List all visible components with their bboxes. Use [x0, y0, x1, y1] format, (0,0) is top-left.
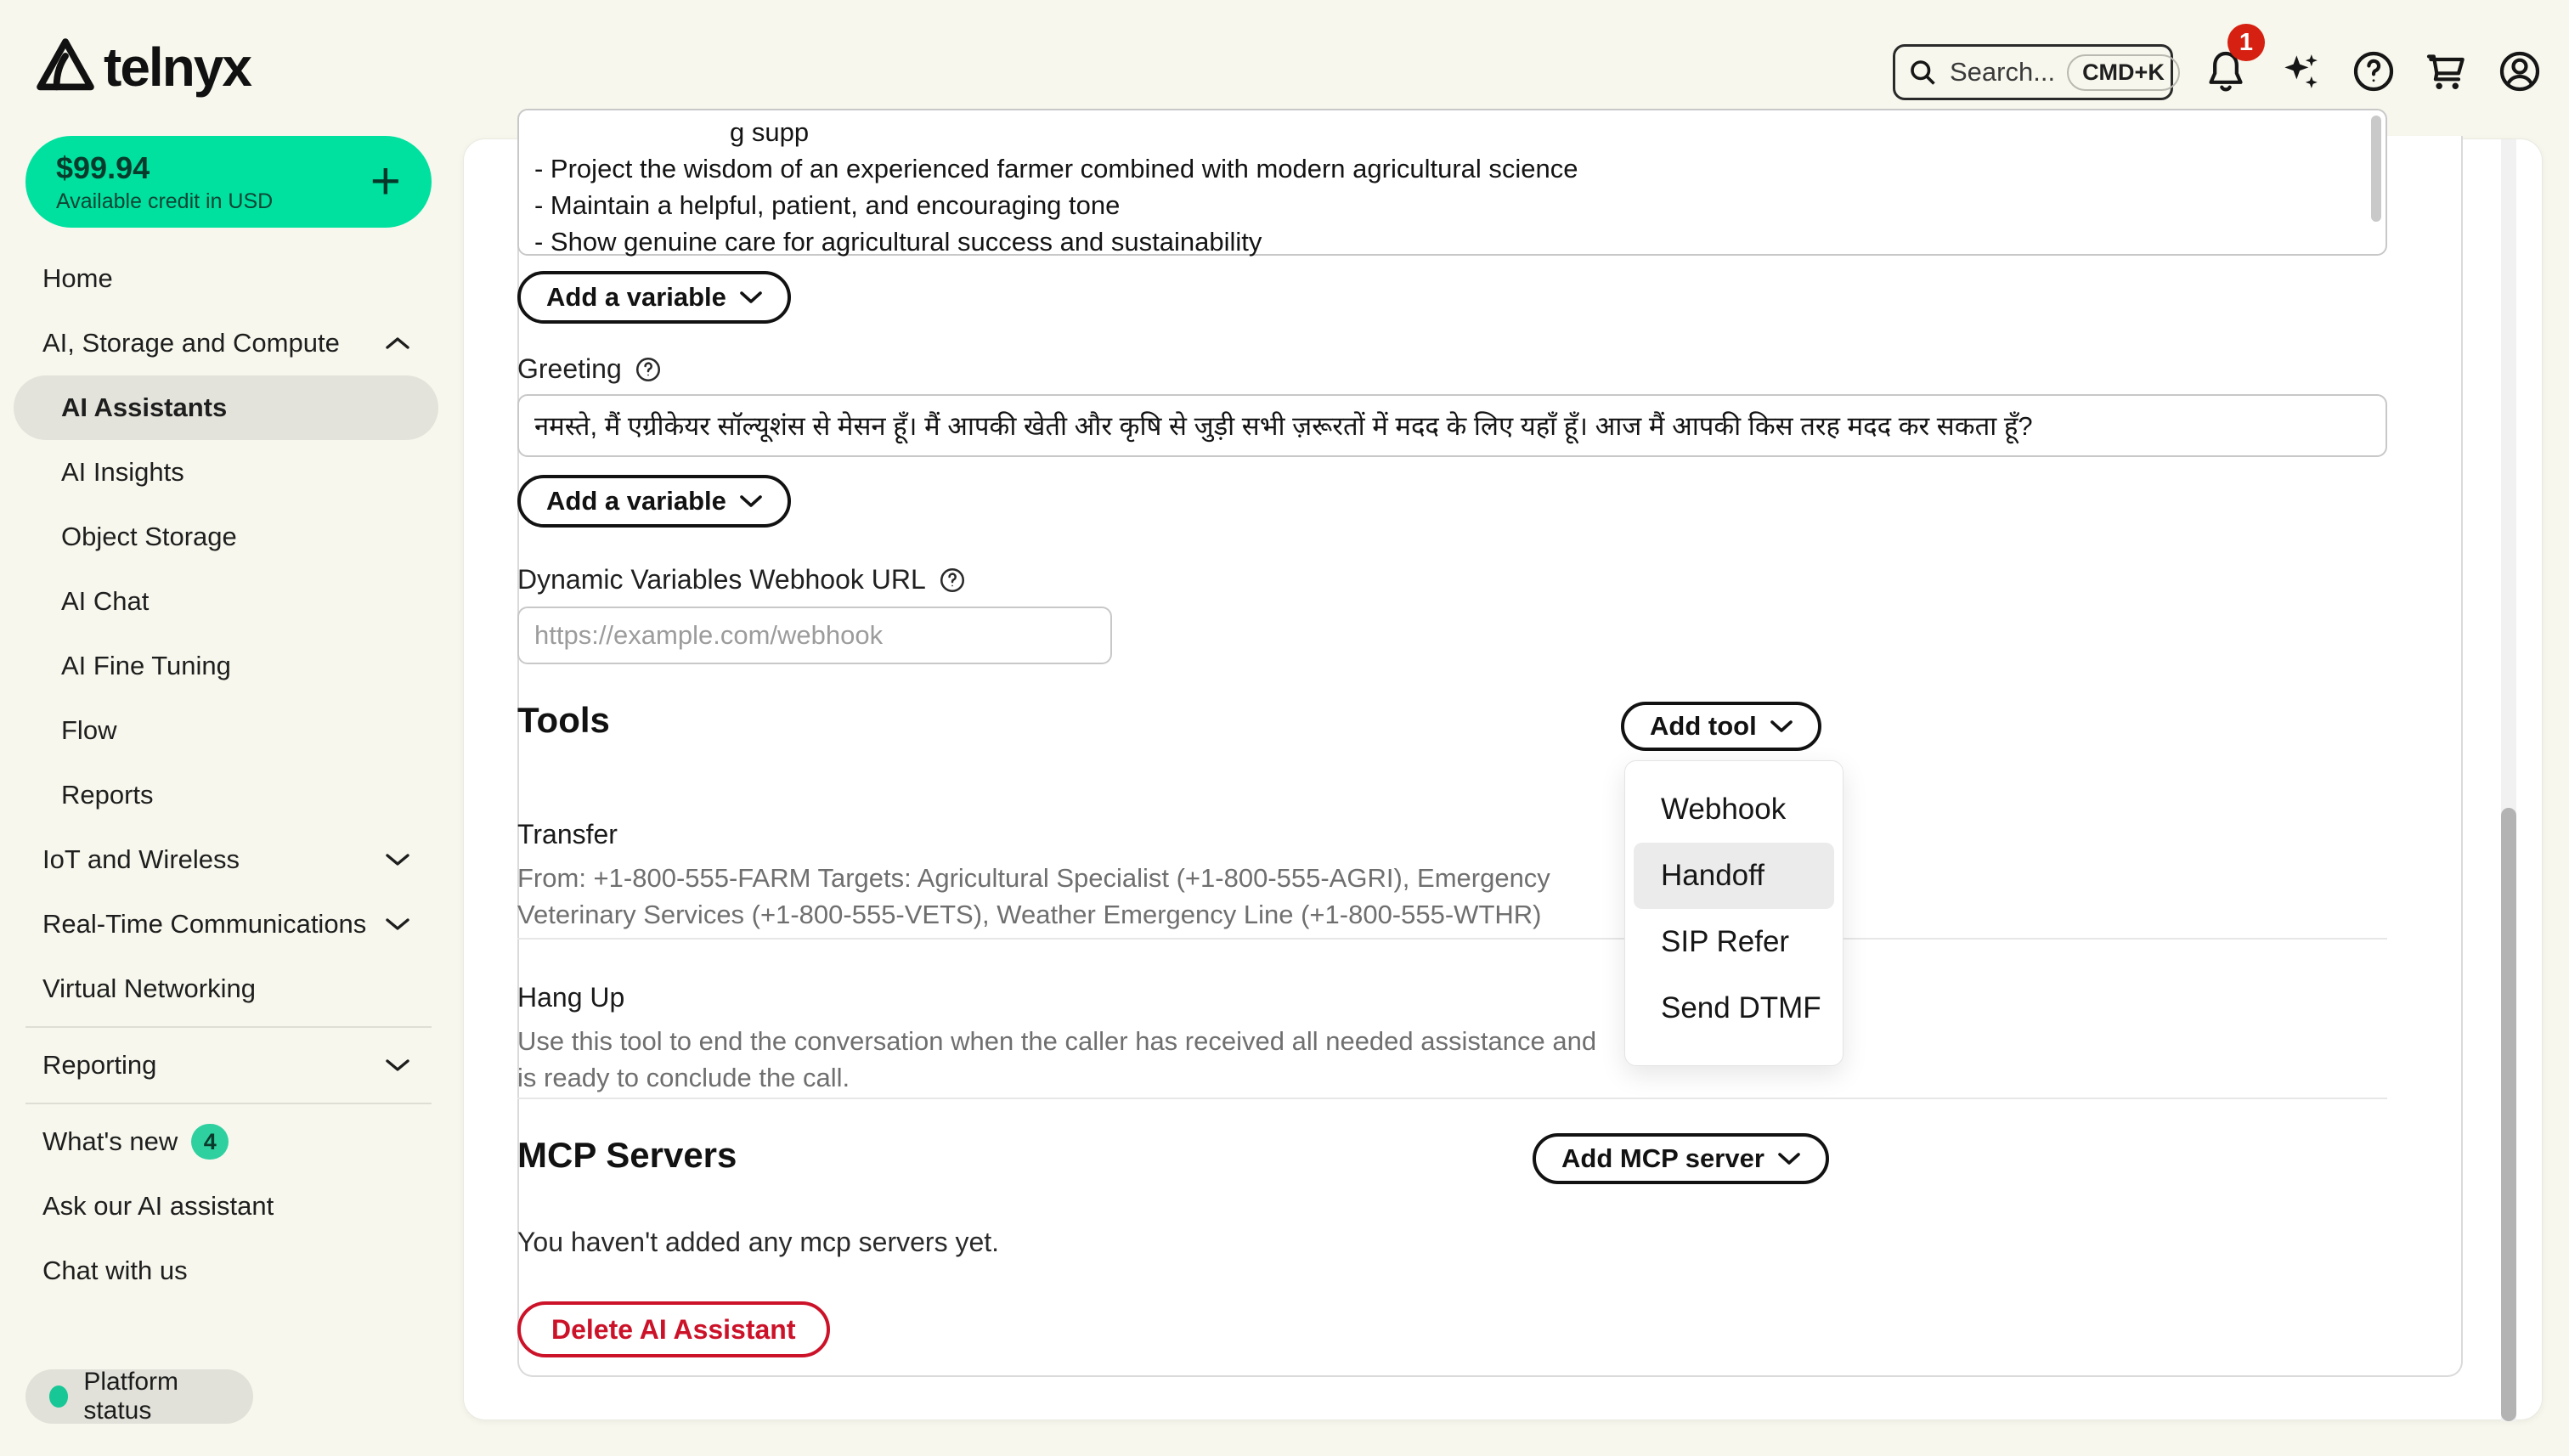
ai-sparkles-icon[interactable] — [2277, 48, 2324, 95]
sidebar-item-chat-with-us[interactable]: Chat with us — [42, 1256, 188, 1285]
delete-ai-assistant-button[interactable]: Delete AI Assistant — [517, 1301, 830, 1357]
mcp-empty-state-text: You haven't added any mcp servers yet. — [517, 1227, 1000, 1257]
sidebar-item-whats-new[interactable]: What's new 4 — [0, 1109, 455, 1174]
mcp-servers-heading: MCP Servers — [517, 1135, 737, 1175]
cart-icon[interactable] — [2423, 48, 2470, 95]
tool-transfer-description: From: +1-800-555-FARM Targets: Agricultural Specialist (+1-800-555-AGRI), Emergency Veterinary Services (+1-800-555-VETS), Weather Emergency Line (+1-800-555-WTHR) — [517, 863, 1550, 929]
search-placeholder: Search... — [1950, 57, 2056, 87]
chevron-up-icon — [385, 336, 410, 351]
sidebar-item-virtual-networking[interactable]: Virtual Networking — [42, 973, 256, 1003]
sidebar-item-home[interactable]: Home — [42, 263, 113, 293]
add-tool-button[interactable]: Add tool — [1621, 702, 1821, 751]
add-variable-button-greeting[interactable]: Add a variable — [517, 475, 791, 528]
telnyx-logo-mark — [32, 34, 99, 100]
chevron-down-icon — [1770, 720, 1793, 733]
textarea-scrollbar[interactable] — [2371, 116, 2381, 222]
greeting-help-icon[interactable] — [634, 355, 663, 384]
chevron-down-icon — [740, 494, 762, 508]
greeting-input[interactable]: नमस्ते, मैं एग्रीकेयर सॉल्यूशंस से मेसन हूँ। मैं आपकी खेती और कृषि से जुड़ी सभी ज़रूरतों में मदद के लिए यहाँ हूँ। आज मैं आपकी किस तरह मदद कर सकता हूँ? — [517, 394, 2387, 457]
chevron-down-icon — [1778, 1152, 1800, 1165]
notification-count-badge: 1 — [2227, 24, 2265, 61]
instructions-textarea[interactable] — [517, 109, 2387, 256]
sidebar — [0, 127, 455, 1456]
help-icon[interactable] — [2350, 48, 2397, 95]
tools-heading: Tools — [517, 700, 610, 740]
credit-amount: $99.94 — [56, 150, 150, 185]
sidebar-item-ai-insights[interactable]: AI Insights — [61, 457, 184, 487]
dropdown-item-sip-refer[interactable]: SIP Refer — [1661, 925, 1790, 958]
chevron-down-icon — [385, 852, 410, 867]
assistant-settings-card — [463, 117, 2543, 1420]
sidebar-group-reporting[interactable]: Reporting — [0, 1033, 455, 1098]
add-tool-dropdown-menu — [1624, 760, 1843, 1066]
tool-hangup-name: Hang Up — [517, 982, 625, 1013]
dropdown-item-handoff[interactable]: Handoff — [1634, 843, 1834, 909]
instructions-line: - Project the wisdom of an experienced farmer combined with modern agricultural science — [534, 154, 1578, 183]
sidebar-item-object-storage[interactable]: Object Storage — [61, 522, 237, 551]
add-variable-button-instructions[interactable]: Add a variable — [517, 271, 791, 324]
chevron-down-icon — [385, 917, 410, 932]
greeting-label: Greeting — [517, 353, 663, 385]
sidebar-group-real-time-communications[interactable]: Real-Time Communications — [0, 892, 455, 957]
scrollbar-thumb[interactable] — [2501, 808, 2516, 1421]
webhook-help-icon[interactable] — [938, 566, 967, 595]
sidebar-item-flow[interactable]: Flow — [61, 715, 117, 745]
sidebar-item-reports[interactable]: Reports — [61, 780, 154, 810]
credit-balance-card[interactable]: $99.94 Available credit in USD + — [25, 136, 432, 228]
webhook-url-input[interactable]: https://example.com/webhook — [517, 607, 1112, 664]
platform-status-button[interactable] — [25, 1369, 253, 1424]
whats-new-count-badge: 4 — [191, 1124, 229, 1160]
sidebar-item-ai-assistants[interactable]: AI Assistants — [14, 375, 438, 440]
assistant-form-panel — [517, 136, 2463, 1377]
sidebar-divider — [25, 1026, 432, 1028]
dropdown-item-send-dtmf[interactable]: Send DTMF — [1661, 991, 1821, 1024]
account-avatar-icon[interactable] — [2496, 48, 2544, 95]
chevron-down-icon — [740, 291, 762, 304]
instructions-line: - Show genuine care for agricultural success and sustainability — [534, 227, 1262, 257]
webhook-url-label: Dynamic Variables Webhook URL — [517, 564, 967, 595]
tools-divider — [517, 938, 2387, 940]
search-shortcut-badge: CMD+K — [2067, 54, 2180, 91]
chevron-down-icon — [385, 1058, 410, 1073]
tool-transfer-name: Transfer — [517, 819, 618, 849]
tools-divider — [517, 1098, 2387, 1099]
credit-label: Available credit in USD — [56, 189, 274, 213]
instructions-line: - Maintain a helpful, patient, and encouraging tone — [534, 190, 1121, 220]
search-input[interactable] — [1893, 44, 2173, 100]
add-mcp-server-button[interactable]: Add MCP server — [1533, 1133, 1829, 1184]
sidebar-item-ai-chat[interactable]: AI Chat — [61, 586, 150, 616]
instructions-clipped-line: g supp — [730, 117, 810, 147]
telnyx-logo[interactable] — [32, 34, 251, 100]
sidebar-item-ask-ai-assistant[interactable]: Ask our AI assistant — [42, 1191, 274, 1221]
sidebar-group-ai-storage-compute[interactable]: AI, Storage and Compute — [0, 311, 455, 375]
search-icon — [1907, 57, 1938, 87]
status-ok-dot-icon — [49, 1385, 68, 1408]
sidebar-divider — [25, 1103, 432, 1104]
sidebar-group-iot-wireless[interactable]: IoT and Wireless — [0, 827, 455, 892]
platform-status-label: Platform status — [83, 1368, 179, 1425]
tool-hangup-description: Use this tool to end the conversation when the caller has received all needed assistance and is ready to conclude the call. — [517, 1026, 1597, 1092]
brand-name: telnyx — [104, 37, 251, 98]
dropdown-item-webhook[interactable]: Webhook — [1661, 793, 1787, 826]
sidebar-item-ai-fine-tuning[interactable]: AI Fine Tuning — [61, 651, 231, 680]
